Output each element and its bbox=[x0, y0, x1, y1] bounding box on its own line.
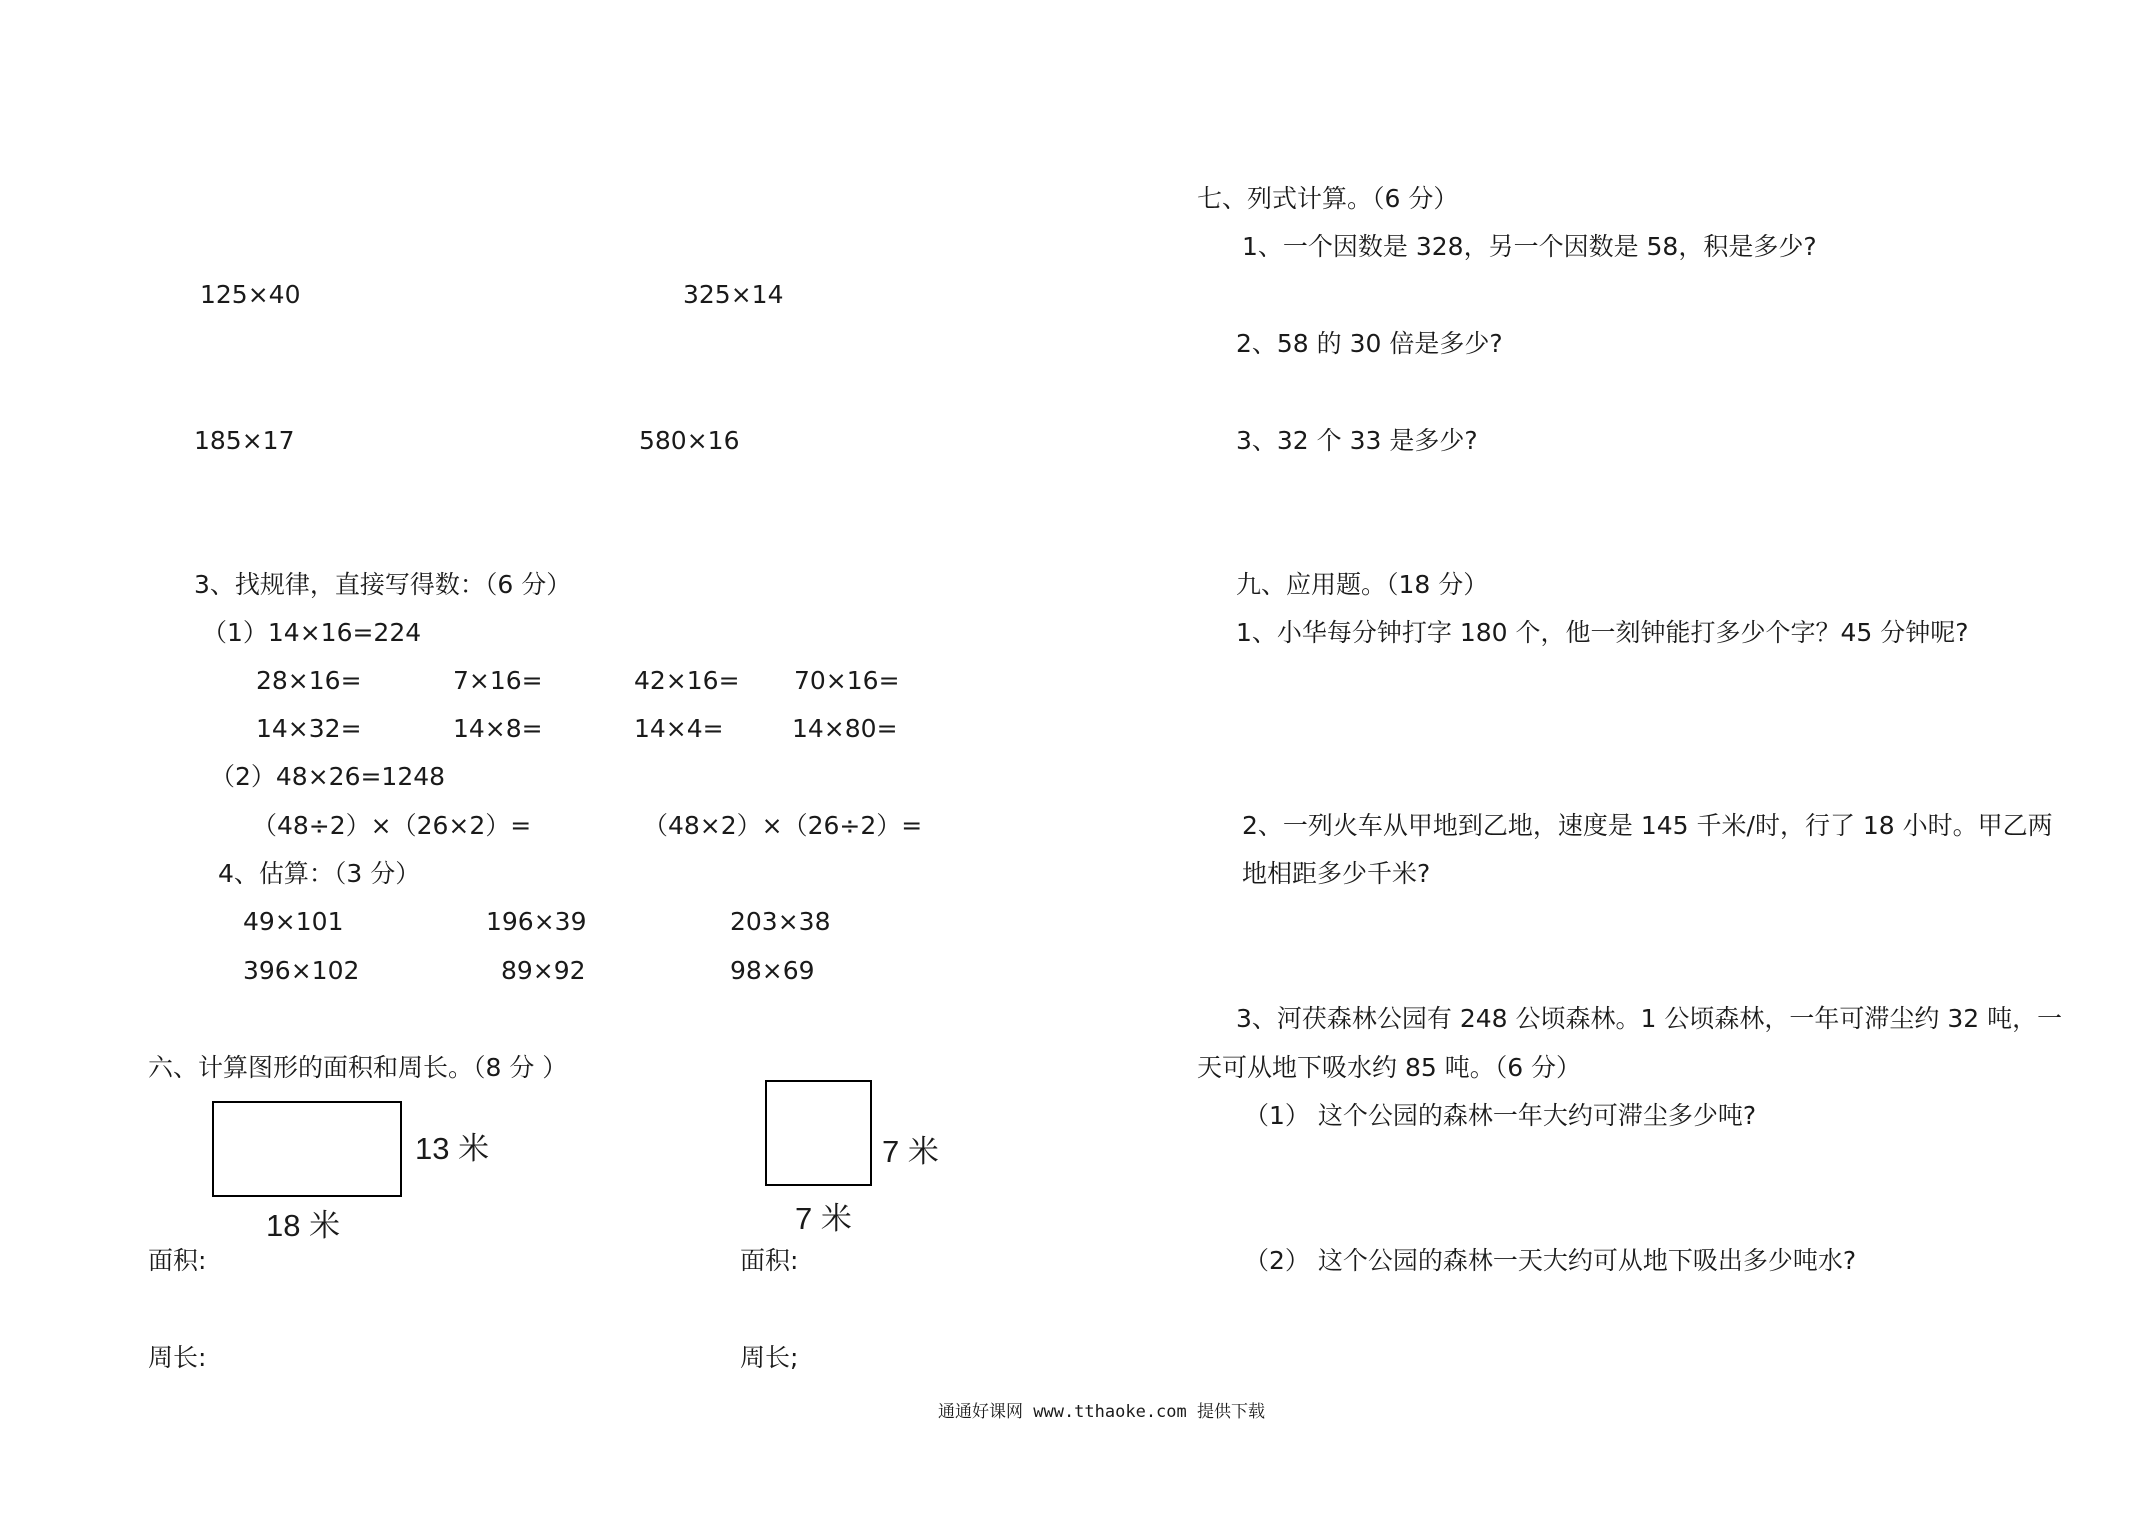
mult-expr: 125×40 bbox=[200, 280, 301, 309]
section7-item: 3、32 个 33 是多少? bbox=[1236, 426, 1478, 455]
q3-p1-given: （1）14×16=224 bbox=[202, 618, 422, 647]
q3-p2-given: （2）48×26=1248 bbox=[210, 762, 446, 791]
square-figure bbox=[765, 1080, 872, 1186]
section9-q1: 1、小华每分钟打字 180 个，他一刻钟能打多少个字？45 分钟呢? bbox=[1236, 618, 1969, 647]
q3-p1-item: 70×16= bbox=[794, 666, 900, 695]
q3-p1-item: 7×16= bbox=[453, 666, 543, 695]
footer-source: 通通好课网 www.tthaoke.com 提供下载 bbox=[938, 1402, 1265, 1422]
q3-title: 3、找规律，直接写得数：（6 分） bbox=[194, 570, 572, 599]
section7-item: 2、58 的 30 倍是多少? bbox=[1236, 329, 1503, 358]
q4-title: 4、估算：（3 分） bbox=[218, 859, 421, 888]
q3-p2-expr: （48÷2）×（26×2）= bbox=[252, 811, 532, 840]
section9-q3-line2: 天可从地下吸水约 85 吨。（6 分） bbox=[1197, 1053, 1582, 1082]
square-side-label: 7 米 bbox=[882, 1134, 939, 1169]
q3-p1-item: 42×16= bbox=[634, 666, 740, 695]
rect-side-label: 13 米 bbox=[415, 1131, 490, 1166]
section9-q2-line1: 2、一列火车从甲地到乙地，速度是 145 千米/时，行了 18 小时。甲乙两 bbox=[1242, 811, 2053, 840]
q4-item: 49×101 bbox=[243, 907, 344, 936]
q3-p1-item: 28×16= bbox=[256, 666, 362, 695]
rect-bottom-label: 18 米 bbox=[266, 1208, 341, 1243]
mult-expr: 325×14 bbox=[683, 280, 784, 309]
perimeter-label: 周长: bbox=[148, 1343, 207, 1372]
q4-item: 196×39 bbox=[486, 907, 587, 936]
section7-title: 七、列式计算。（6 分） bbox=[1197, 184, 1459, 213]
q4-item: 203×38 bbox=[730, 907, 831, 936]
section9-q3-sub1: （1） 这个公园的森林一年大约可滞尘多少吨? bbox=[1244, 1101, 1757, 1130]
section9-q3-line1: 3、河茯森林公园有 248 公顷森林。1 公顷森林，一年可滞尘约 32 吨，一 bbox=[1236, 1004, 2063, 1033]
q4-item: 89×92 bbox=[501, 956, 586, 985]
section9-q2-line2: 地相距多少千米? bbox=[1242, 859, 1431, 888]
mult-expr: 185×17 bbox=[194, 426, 295, 455]
rectangle-figure bbox=[212, 1101, 402, 1197]
q3-p2-expr: （48×2）×（26÷2）= bbox=[643, 811, 923, 840]
q3-p1-item: 14×4= bbox=[634, 714, 724, 743]
q4-item: 396×102 bbox=[243, 956, 360, 985]
section9-title: 九、应用题。（18 分） bbox=[1236, 570, 1489, 599]
square-bottom-label: 7 米 bbox=[795, 1201, 852, 1236]
mult-expr: 580×16 bbox=[639, 426, 740, 455]
perimeter-label: 周长; bbox=[740, 1343, 799, 1372]
section9-q3-sub2: （2） 这个公园的森林一天大约可从地下吸出多少吨水? bbox=[1244, 1246, 1857, 1275]
area-label: 面积: bbox=[740, 1246, 799, 1275]
q3-p1-item: 14×32= bbox=[256, 714, 362, 743]
area-label: 面积: bbox=[148, 1246, 207, 1275]
q3-p1-item: 14×8= bbox=[453, 714, 543, 743]
section6-title: 六、计算图形的面积和周长。（8 分 ） bbox=[148, 1053, 568, 1082]
q3-p1-item: 14×80= bbox=[792, 714, 898, 743]
section7-item: 1、一个因数是 328，另一个因数是 58，积是多少? bbox=[1242, 232, 1817, 261]
q4-item: 98×69 bbox=[730, 956, 815, 985]
